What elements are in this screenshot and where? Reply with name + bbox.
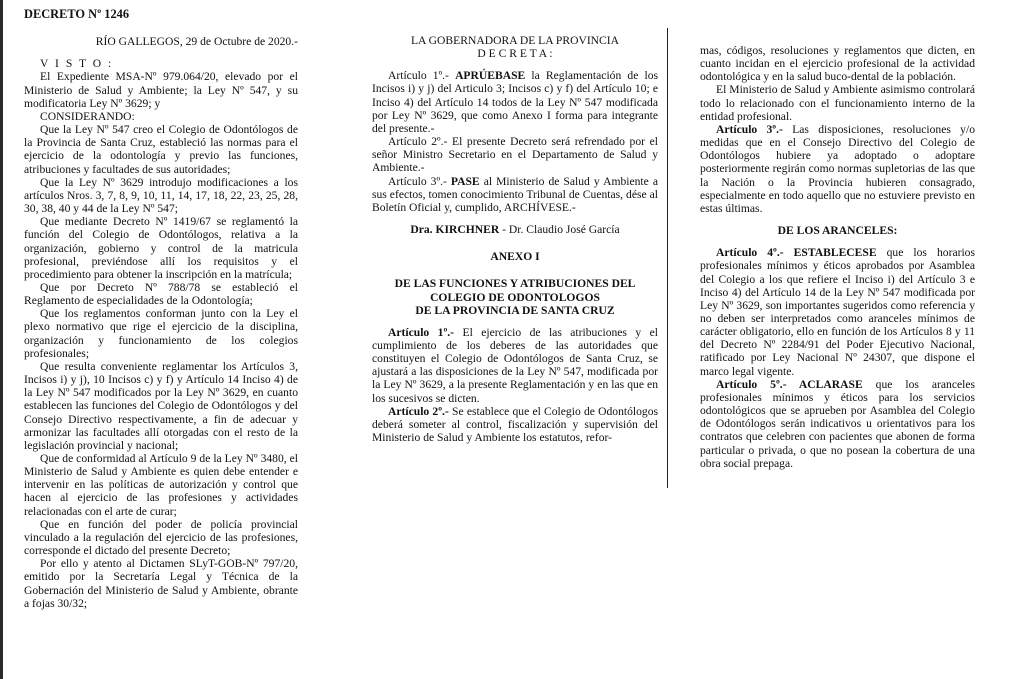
paragraph: Que de conformidad al Artículo 9 de la Ley Nº 3480, el Ministerio de Salud y Ambiente es quien debe entender e intervenir en las políticas de autorización y control que hacen al ejercicio de las profesiones y actividades relacionadas con el arte de curar; (24, 452, 298, 518)
page-edge (0, 0, 3, 679)
paragraph: Que los reglamentos conforman junto con la Ley el plexo normativo que rige el ejercicio de la disciplina, organización y funcionamiento de los colegios profesionales; (24, 307, 298, 360)
column-3 (700, 44, 975, 470)
aranceles-heading: DE LOS ARANCELES: (777, 224, 898, 238)
annex-article-1: Artículo 1º.- El ejercicio de las atribuciones y el cumplimiento de los deberes de las autoridades que constituyen el Colegio de Odontólogos de Santa Cruz, se ajustará a las disposiciones de la Ley Nº 547, modificada por la Ley Nº 3629, a la presente Reglamentación y en las que en los sucesivos se dicten. (372, 325, 658, 405)
annex-article-5: Artículo 5º.- ACLARASE que los aranceles profesionales mínimos y éticos para los servicios odontológicos que se aprueben por Asamblea del Colegio de Odontólogos serán indicativos u orientativos para los contratos que celebren con pacientes que abonen de forma particular o privada, o que no posean la cobertura de una obra social prepaga. (700, 377, 975, 470)
article-1: Artículo 1º.- APRÚEBASE la Reglamentación de los Incisos i) y j) del Articulo 3; Incisos c) y f) del Artículo 10; e Inciso 4) del Artículo 14 todos de la Ley Nº 547 modificada por Ley Nº 3629, que como Anexo I forma para integrante del presente.- (372, 69, 658, 135)
decree-title: DECRETO Nº 1246 (24, 7, 130, 21)
paragraph: El Expediente MSA-Nº 979.064/20, elevado por el Ministerio de Salud y Ambiente; la Ley Nº 547, y su modificatoria Ley Nº 3629; y (24, 70, 298, 110)
paragraph: Que mediante Decreto Nº 1419/67 se reglamentó la función del Colegio de Odontólogos, relativa a la organización, gobierno y control de la matricula profesional, previéndose allí los requisitos y el procedimiento para obtener la inscripción en la matrícula; (24, 215, 298, 281)
paragraph: Que la Ley Nº 547 creo el Colegio de Odontólogos de la Provincia de Santa Cruz, estableció las normas para el ejercicio de la odontología y previo las funciones, atribuciones y facultades de sus autoridades; (24, 123, 298, 176)
considerando-heading: CONSIDERANDO: (40, 109, 135, 123)
section-heading: COLEGIO DE ODONTOLOGOS (430, 290, 600, 304)
section-heading: DE LA PROVINCIA DE SANTA CRUZ (415, 303, 615, 317)
paragraph: Que resulta conveniente reglamentar los Artículos 3, Incisos i) y j), 10 Incisos c) y f) y Artículo 14 Inciso 4) de la Ley Nº 547 modificados por la Ley Nº 3629, en cuanto establecen las funciones del Colegio de Odontólogos y del Consejo Directivo respectivamente, a fin de adecuar y armonizar las facultades allí otorgadas con el resto de la legislación provincial y nacional; (24, 359, 298, 452)
annex-article-2: Artículo 2º.- Se establece que el Colegio de Odontólogos deberá someter al control, fiscalización y supervisión del Ministerio de Salud y Ambiente los estatutos, refor- (372, 404, 659, 445)
paragraph: mas, códigos, resoluciones y reglamentos que dicten, en cuanto incidan en el ejercicio profesional de la actividad odontológica y en la salud buco-dental de la población. (700, 44, 975, 84)
column-2 (372, 34, 658, 444)
column-1 (24, 8, 298, 610)
visto-heading: V I S T O : (40, 57, 114, 71)
annex-article-3: Artículo 3º.- Las disposiciones, resoluciones y/o medidas que en el Consejo Directivo del Colegio de Odontólogos hubiere ya adoptado o adoptare posteriormente regirán como normas supletorias de las que la Nación o la Provincia hubieren consagrado, especialmente en todo aquello que no estuviere previsto en estas últimas. (700, 122, 975, 215)
place-date: RÍO GALLEGOS, 29 de Octubre de 2020.- (95, 35, 298, 49)
article-2: Artículo 2º.- El presente Decreto será refrendado por el señor Ministro Secretario en el Departamento de Salud y Ambiente.- (372, 135, 658, 175)
annex-title: ANEXO I (490, 250, 540, 264)
article-3: Artículo 3º.- PASE al Ministerio de Salud y Ambiente a sus efectos, tomen conocimiento Tribunal de Cuentas, dése al Boletín Oficial y, cumplido, ARCHÍVESE.- (372, 174, 658, 214)
paragraph: Que en función del poder de policía provincial vinculado a la regulación del ejercicio de las profesiones, corresponde el dictado del presente Decreto; (24, 517, 298, 558)
decreta-heading: D E C R E T A : (477, 47, 553, 61)
paragraph: El Ministerio de Salud y Ambiente asimismo controlará todo lo relacionado con el funcionamiento interno de la entidad profesional. (700, 83, 975, 123)
paragraph: Que la Ley Nº 3629 introdujo modificaciones a los artículos Nros. 3, 7, 8, 9, 10, 11, 14, 17, 18, 22, 23, 25, 28, 30, 38, 40 y 44 de la Ley Nº 547; (24, 175, 298, 216)
governor-heading: LA GOBERNADORA DE LA PROVINCIA (410, 34, 620, 47)
section-heading: DE LAS FUNCIONES Y ATRIBUCIONES DEL (394, 277, 636, 291)
column-divider (667, 28, 668, 488)
signatures: Dra. KIRCHNER - Dr. Claudio José García (410, 223, 620, 237)
paragraph: Que por Decreto Nº 788/78 se estableció el Reglamento de especialidades de la Odontología; (24, 280, 298, 308)
annex-article-4: Artículo 4º.- ESTABLECESE que los horarios profesionales mínimos y éticos aprobados por Asamblea del Colegio a los que refiere el Inciso i) del Artículo 3 e Inciso 4) del Artículo 14 de la Ley Nº 547 modificada por Ley Nº 3629, son importantes sugeridos como referencia y no deben ser interpretados como aranceles mínimos de carácter obligatorio, ello en función de los Artículos 8 y 11 del Decreto Nº 2284/91 del Poder Ejecutivo Nacional, ratificado por Ley Nacional Nº 24307, que dispone el marco legal vigente. (700, 246, 975, 378)
paragraph: Por ello y atento al Dictamen SLyT-GOB-Nº 797/20, emitido por la Secretaría Legal y Técnica de la Gobernación del Ministerio de Salud y Ambiente, obrante a fojas 30/32; (24, 557, 298, 610)
